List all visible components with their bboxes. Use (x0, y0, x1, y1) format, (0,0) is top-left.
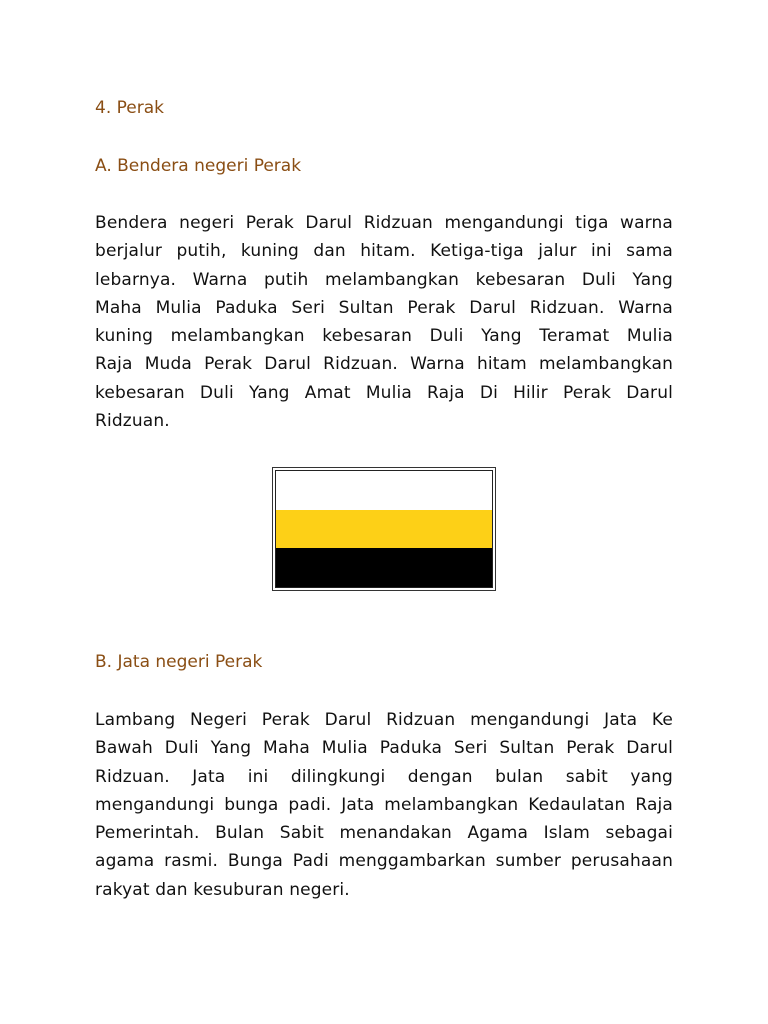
paragraph-line: Maha Mulia Paduka Seri Sultan Perak Darul Ridzuan. Warna (95, 297, 673, 318)
flag-stripe-white (276, 471, 492, 510)
paragraph-line: Bendera negeri Perak Darul Ridzuan mengandungi tiga warna (95, 213, 673, 233)
paragraph-line: Bawah Duli Yang Maha Mulia Paduka Seri Sultan Perak Darul (95, 738, 673, 759)
flag-stripe-black (276, 548, 492, 587)
section-title: 4. Perak (95, 98, 164, 118)
flag-paragraph (95, 209, 673, 435)
coat-of-arms-heading: B. Jata negeri Perak (95, 652, 263, 672)
paragraph-line: Ridzuan. Jata ini dilingkungi dengan bulan sabit yang (95, 766, 673, 787)
paragraph-line: Lambang Negeri Perak Darul Ridzuan mengandungi Jata Ke (95, 710, 673, 730)
perak-flag (275, 470, 493, 588)
paragraph-line: rakyat dan kesuburan negeri. (95, 879, 350, 900)
paragraph-line: kuning melambangkan kebesaran Duli Yang Teramat Mulia (95, 326, 673, 347)
paragraph-line: lebarnya. Warna putih melambangkan kebesaran Duli Yang (95, 269, 673, 290)
paragraph-line: agama rasmi. Bunga Padi menggambarkan sumber perusahaan (95, 851, 673, 872)
paragraph-line: Ridzuan. (95, 411, 170, 432)
paragraph-line: berjalur putih, kuning dan hitam. Ketiga-tiga jalur ini sama (95, 241, 673, 262)
paragraph-line: mengandungi bunga padi. Jata melambangkan Kedaulatan Raja (95, 794, 673, 815)
perak-flag-image (272, 467, 496, 591)
paragraph-line: kebesaran Duli Yang Amat Mulia Raja Di Hilir Perak Darul (95, 382, 673, 403)
flag-heading: A. Bendera negeri Perak (95, 156, 302, 176)
flag-stripe-yellow (276, 510, 492, 549)
paragraph-line: Raja Muda Perak Darul Ridzuan. Warna hitam melambangkan (95, 354, 673, 375)
coat-of-arms-paragraph (95, 706, 673, 904)
paragraph-line: Pemerintah. Bulan Sabit menandakan Agama Islam sebagai (95, 823, 673, 844)
